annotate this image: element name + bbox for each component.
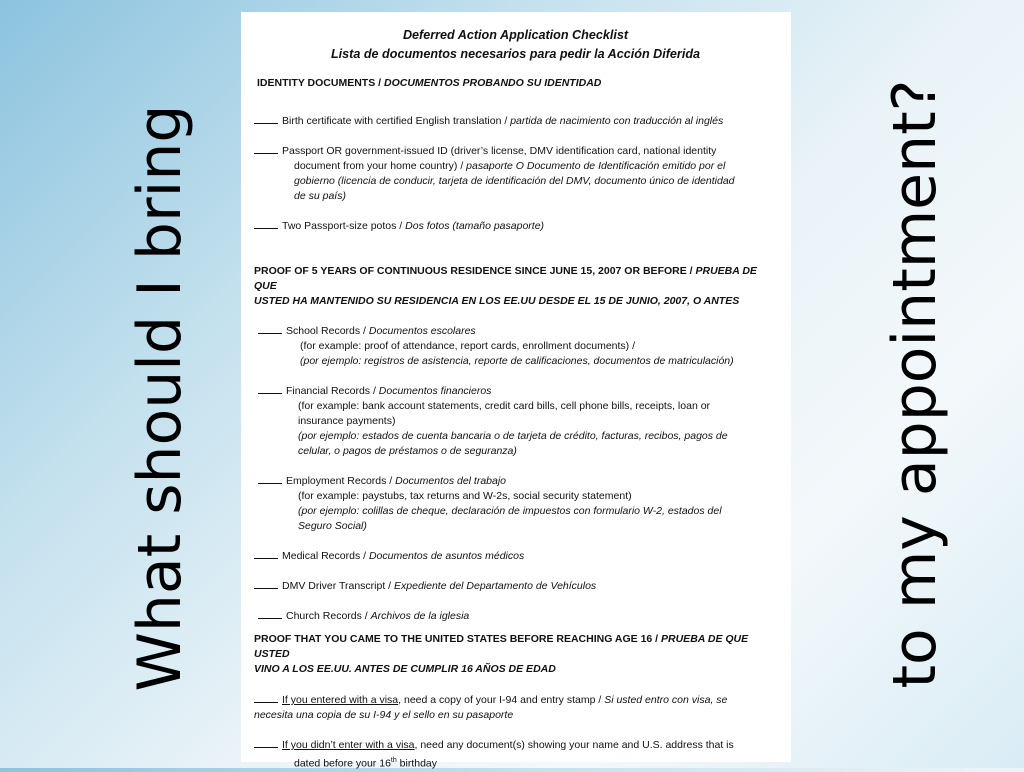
checkbox-blank[interactable] [258, 324, 282, 334]
checkbox-blank[interactable] [254, 219, 278, 229]
checklist-item-church-records: Church Records / Archivos de la iglesia [254, 609, 777, 624]
checkbox-blank[interactable] [258, 474, 282, 484]
checkbox-blank[interactable] [254, 144, 278, 154]
checklist-item-birth-certificate: Birth certificate with certified English translation / partida de nacimiento con traducción al inglés [254, 114, 777, 129]
checklist-item-passport: Passport OR government-issued ID (driver’s license, DMV identification card, national identity document from your home country) / pasaporte O Documento de Identificación emitido por el gobierno (licencia de conducir, tarjeta de identificación del DMV, documento único de identidad de su país) [254, 144, 777, 204]
checklist-item-photos: Two Passport-size potos / Dos fotos (tamaño pasaporte) [254, 219, 777, 234]
checklist-item-dmv-transcript: DMV Driver Transcript / Expediente del Departamento de Vehículos [254, 579, 777, 594]
checkbox-blank[interactable] [258, 609, 282, 619]
checklist-document [241, 12, 791, 770]
checkbox-blank[interactable] [254, 579, 278, 589]
identity-heading: IDENTITY DOCUMENTS / DOCUMENTOS PROBANDO SU IDENTIDAD [257, 77, 602, 89]
slide-right-title: to my appointment? [880, 79, 950, 689]
checkbox-blank[interactable] [258, 384, 282, 394]
slide-left-title: What should I bring [125, 104, 195, 692]
checkbox-blank[interactable] [254, 693, 278, 703]
checklist-item-visa: If you entered with a visa, need a copy of your I-94 and entry stamp / Si usted entro con visa, se necesita una copia de su I-94 y el sello en su pasaporte [254, 694, 728, 721]
residence-heading: PROOF OF 5 YEARS OF CONTINUOUS RESIDENCE SINCE JUNE 15, 2007 OR BEFORE / PRUEBA DE QUE USTED HA MANTENIDO SU RESIDENCIA EN LOS EE.UU DESDE EL 15 DE JUNIO, 2007, O ANTES [254, 265, 757, 307]
checklist-item-financial-records: Financial Records / Documentos financieros (for example: bank account statements, credit card bills, cell phone bills, receipts, loan or insurance payments) (por ejemplo: estados de cuenta bancaria o de tarjeta de crédito, facturas, recibos, pagos de celular, o pagos de préstamos o de seguranza) [254, 384, 777, 459]
doc-title-es: Lista de documentos necesarios para pedir la Acción Diferida [330, 47, 701, 61]
slide-left-title-area [100, 0, 220, 768]
checkbox-blank[interactable] [254, 549, 278, 559]
checklist-item-no-visa: If you didn’t enter with a visa, need any document(s) showing your name and U.S. address that is dated before your 16th birthday [254, 738, 777, 772]
slide-right-title-area [855, 0, 975, 768]
doc-title-en: Deferred Action Application Checklist [402, 28, 629, 42]
arrival-heading: PROOF THAT YOU CAME TO THE UNITED STATES BEFORE REACHING AGE 16 / PRUEBA DE QUE USTED VINO A LOS EE.UU. ANTES DE CUMPLIR 16 AÑOS DE EDAD [254, 633, 749, 675]
checklist-item-employment-records: Employment Records / Documentos del trabajo (for example: paystubs, tax returns and W-2s, social security statement) (por ejemplo: colillas de cheque, declaración de impuestos con formulario W-2, estados del Seguro Social) [254, 474, 777, 534]
checklist-item-school-records: School Records / Documentos escolares (for example: proof of attendance, report cards, enrollment documents) / (por ejemplo: registros de asistencia, reporte de calificaciones, documentos de matriculación) [254, 324, 777, 369]
checkbox-blank[interactable] [254, 738, 278, 748]
checkbox-blank[interactable] [254, 114, 278, 124]
checklist-item-medical-records: Medical Records / Documentos de asuntos médicos [254, 549, 777, 564]
